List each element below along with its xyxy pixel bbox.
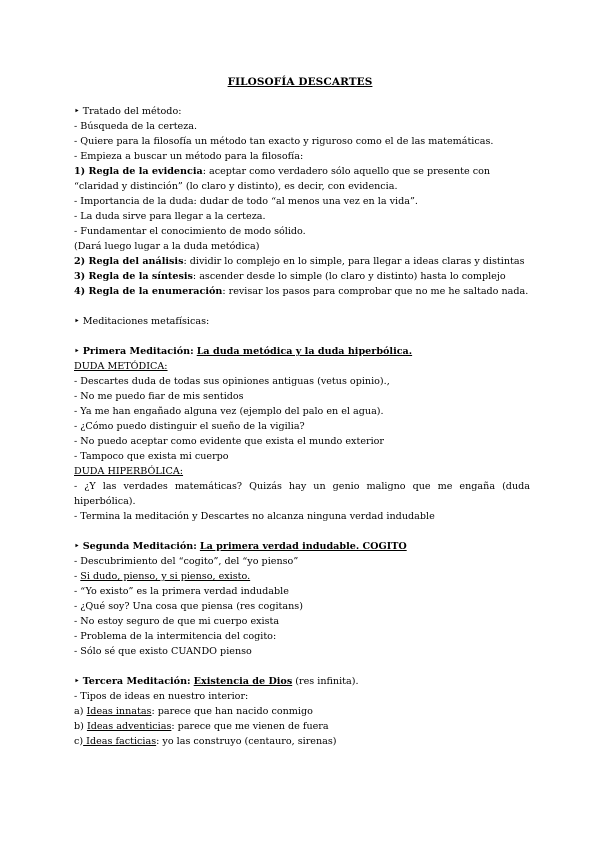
ideas-innatas [74,704,530,719]
primera-line: - Ya me han engañado alguna vez (ejemplo del palo en el agua). [74,406,384,417]
tercera-line: - Tipos de ideas en nuestro interior: [74,691,249,702]
tratado-line: - La duda sirve para llegar a la certeza. [74,211,266,222]
segunda-heading [74,539,530,554]
regla-sintesis [74,269,530,284]
tercera-label: Tercera Meditación: [82,676,191,687]
tratado-line: - Empieza a buscar un método para la filosofía: [74,151,304,162]
ideas-facticias-text: : yo las construyo (centauro, sirenas) [156,736,337,747]
tercera-suffix: (res infinita). [292,676,359,687]
segunda-line: - Problema de la intermitencia del cogito: [74,631,277,642]
primera-line: - Tampoco que exista mi cuerpo [74,451,229,462]
ideas-adventicias [74,719,530,734]
regla-analisis-text: : dividir lo complejo en lo simple, para llegar a ideas claras y distintas [183,256,525,267]
regla-analisis [74,254,530,269]
regla-sintesis-text: : ascender desde lo simple (lo claro y distinto) hasta lo complejo [192,271,506,282]
primera-line: - Termina la meditación y Descartes no alcanza ninguna verdad indudable [74,511,435,522]
spacer [74,299,530,314]
regla-evidencia-text: : aceptar como verdadero sólo aquello que se presente con “claridad y distinción” (lo claro y distinto), es decir, con evidencia. [74,166,491,192]
tratado-line: - Quiere para la filosofía un método tan exacto y riguroso como el de las matemáticas. [74,136,494,147]
duda-metodica-heading: DUDA METÓDICA: [74,361,168,372]
ideas-adventicias-label: Ideas adventicias [86,721,172,732]
regla-evidencia-label: 1) Regla de la evidencia [74,166,203,177]
ideas-facticias-label: Ideas facticias [83,736,157,747]
segunda-line: - “Yo existo” es la primera verdad indudable [74,586,289,597]
primera-subtitle: La duda metódica y la duda hiperbólica. [196,346,413,357]
tercera-heading [74,674,530,689]
primera-label: Primera Meditación: [82,346,194,357]
list-marker: c) [74,736,84,747]
bullet-marker: ‣ [74,346,83,357]
primera-line: - ¿Y las verdades matemáticas? Quizás hay un genio maligno que me engaña (duda hiperbólica). [74,481,530,507]
cogito-statement: Si dudo, pienso, y si pienso, existo. [80,571,251,582]
duda-hiperbolica-heading: DUDA HIPERBÓLICA: [74,466,184,477]
bullet-marker: ‣ [74,676,83,687]
segunda-subtitle: La primera verdad indudable. COGITO [199,541,407,552]
tercera-subtitle: Existencia de Dios [193,676,293,687]
regla-enumeracion-text: : revisar los pasos para comprobar que no me he saltado nada. [222,286,529,297]
spacer [74,524,530,539]
meditaciones-heading: ‣ Meditaciones metafísicas: [74,316,210,327]
regla-enumeracion-label: 4) Regla de la enumeración [74,286,223,297]
bullet-marker: ‣ [74,541,83,552]
regla-analisis-label: 2) Regla del análisis [74,256,184,267]
spacer [74,329,530,344]
list-marker: b) [74,721,87,732]
document-body [74,104,530,749]
segunda-line: - Sólo sé que existo CUANDO pienso [74,646,252,657]
dash-marker: - [74,571,81,582]
spacer [74,659,530,674]
ideas-innatas-text: : parece que han nacido conmigo [151,706,313,717]
regla-sintesis-label: 3) Regla de la síntesis [74,271,193,282]
primera-line: - Descartes duda de todas sus opiniones antiguas (vetus opinio)., [74,376,390,387]
regla-evidencia [74,164,530,194]
segunda-line: - No estoy seguro de que mi cuerpo exista [74,616,280,627]
segunda-line: - ¿Qué soy? Una cosa que piensa (res cogitans) [74,601,303,612]
tratado-line: - Fundamentar el conocimiento de modo sólido. [74,226,306,237]
primera-line: - ¿Cómo puedo distinguir el sueño de la vigilia? [74,421,305,432]
ideas-adventicias-text: : parece que me vienen de fuera [171,721,329,732]
segunda-line: - Descubrimiento del “cogito”, del “yo pienso” [74,556,299,567]
primera-heading [74,344,530,359]
ideas-innatas-label: Ideas innatas [86,706,152,717]
tratado-heading: ‣ Tratado del método: [74,106,182,117]
document-title: FILOSOFÍA DESCARTES [227,76,373,88]
tratado-line: - Búsqueda de la certeza. [74,121,198,132]
segunda-line [74,569,530,584]
ideas-facticias [74,734,530,749]
tratado-line: (Dará luego lugar a la duda metódica) [74,241,260,252]
tratado-line: - Importancia de la duda: dudar de todo “al menos una vez en la vida”. [74,196,418,207]
list-marker: a) [74,706,87,717]
segunda-label: Segunda Meditación: [82,541,197,552]
primera-line: - No puedo aceptar como evidente que exista el mundo exterior [74,436,385,447]
regla-enumeracion [74,284,530,299]
primera-line: - No me puedo fiar de mis sentidos [74,391,244,402]
